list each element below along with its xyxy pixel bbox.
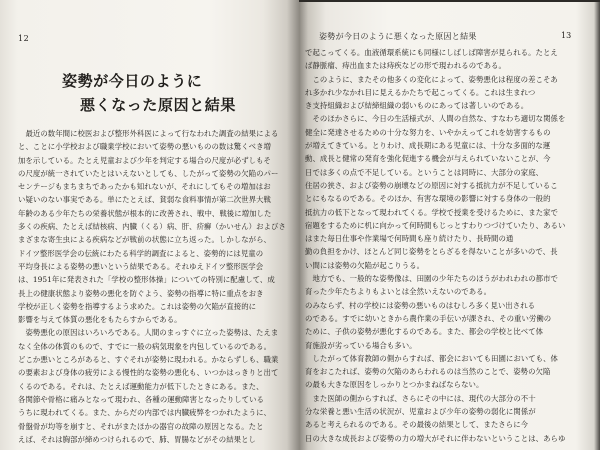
right-body-text [305, 46, 591, 448]
running-header: 姿勢が今日のように悪くなった原因と結果 [319, 32, 477, 41]
text-line: 骨盤骨が均等を崩すと、それがまたほかの器官の故障の原因となる。たと [18, 421, 264, 431]
text-line: 最近の数年間に校医および整形外科医によって行なわれた調査の結果による [18, 129, 279, 138]
text-line: うちに現われてくる。また、からだの内部では内臓疲弊をつかれたように、 [18, 408, 271, 418]
text-line: 加を示している。たとえ児童および少年を判定する場合の尺度が必ずしもそ [18, 155, 271, 165]
text-line: はまた毎日仕事や作業場で何時間も座り続けたり、長時間の通 [305, 234, 514, 244]
text-line: 学校が正しく姿勢を指導するよう求めた。これは姿勢の欠陥が直接的に [18, 301, 257, 311]
text-line: 育施設が劣っている場合も多い。 [305, 340, 417, 350]
text-line: 平均身長による姿勢の悪いという結果である。それゆえドイツ整形医学会 [18, 261, 264, 271]
text-line: 日では多くの点で不足している。ということは同時に、大部分の家庭、 [305, 167, 544, 177]
text-line: とにもなるのである。そのほか、有害な環境の影響に対する身体の一般的 [305, 194, 551, 204]
page-number: 12 [18, 34, 30, 43]
text-line: 各関節や骨格に痛みとなって現われ、各種の運動障害となったりしている [18, 394, 264, 404]
text-line: の尺度が統一されていたとはいえないとしても、したがって姿勢の欠陥のパー [18, 168, 279, 178]
text-line: まざまな寄生虫による疾病などが戦前の状態に立ち返った。しかしながら、 [18, 235, 271, 245]
text-line: なく全体の体質のもので、すでに一般の病気現象を内包しているのである。 [18, 341, 272, 351]
chapter-heading-line-1: 姿勢が今日のように [62, 72, 203, 90]
text-line: また医師の側からすれば、さらにその中には、現代の大部分の不十 [305, 393, 536, 403]
text-line: 健全に発達させるための十分な努力を、いやかえってこれを妨害するもの [305, 127, 551, 137]
text-line: で起こってくる。血液循環系統にも同様にしばしば障害が見られる。たとえ [305, 48, 558, 57]
text-line: したがって体育教師の側からすれば、都会においても田園においても、体 [305, 353, 558, 363]
text-line: 住居の狭さ、および姿勢の崩壊などの原因に対する抵抗力が不足しているこ [305, 180, 558, 190]
text-line: 長上の健康状態より姿勢の悪化を防ぐよう、姿勢の指導に特に重点をおき [18, 288, 264, 298]
text-line: い間には姿勢の欠陥が起こりうる。 [305, 260, 425, 270]
text-line: は、1951年に発表された「学校の整形体操」についての特別に配慮して、成 [18, 275, 275, 285]
text-line: センテージもまちまちであったかも知れないが、それにしてもその増加はお [18, 182, 271, 192]
text-line: このように、またその他多くの変化によって、姿勢悪化は程度の差こそあ [305, 74, 558, 84]
text-line: と、ことに小学校および職業学校において姿勢の悪いものの数は驚くべき増 [18, 142, 271, 152]
text-line: ドイツ整形医学会の伝統にわたる科学的調査によると、姿勢的には児童の [18, 248, 264, 258]
text-line: どこか悪いところがあると、すぐそれが姿勢に現われる。かならずしも、職業 [18, 355, 279, 365]
chapter-heading-line-2: 悪くなった原因と結果 [80, 96, 237, 114]
text-line: 育った少年たちよりもよいとは全然いえないのである。 [305, 287, 492, 297]
right-page [299, 0, 600, 450]
text-line: 育をおこたれば、姿勢の欠陥のあらわれるのは当然のことで、姿勢の欠陥 [305, 367, 551, 377]
text-line: 分な栄養と悪い生活の状況が、児童および少年の姿勢の弱化に関係が [305, 407, 536, 417]
text-line: き支持組織および結締組織の弱いものにあっては著しいのである。 [305, 101, 529, 111]
text-line: ために、子供の姿勢が悪化するのである。また、都会の学校と比べて体 [305, 327, 544, 337]
text-line: 影響を与えて体質の悪化をもたらすからである。 [18, 315, 182, 325]
text-line: 地方でも、一般的な姿勢像は、田園の少年たちのほうがわれわれの都市で [305, 274, 558, 284]
text-line: 姿勢悪化の原因はいろいろである。人間のまっすぐに立った姿勢は、たえま [18, 328, 279, 338]
text-line: の要素および身体の疲労による慢性的な姿勢の悪化も、いつかはっきりと出て [18, 368, 279, 378]
text-line: 抵抗力の低下となって現われてくる。学校で授業を受けるために、また家で [305, 207, 558, 217]
page-number: 13 [561, 31, 572, 40]
text-line: 動、成長と健常の発育を強化促進する機会が与えられていないことが、今 [305, 154, 551, 164]
left-body-text [18, 127, 294, 447]
text-line: 日の大きな成長および姿勢の力の増大がそれに伴わないということは、あらゆ [305, 433, 566, 443]
text-line: ば静脈瘤、痔出血または痔疾などの形で現われるのである。 [305, 61, 506, 71]
text-line: あると考えられるのである。その最後の結果として、またさらに今 [305, 420, 529, 430]
text-line: 勤の負担をかけ、ほとんど同じ姿勢をとらざるを得ないことが多いので、長 [305, 247, 558, 257]
text-line: い疑いのない事実である。単にたとえば、貧弱な食料事情が第二次世界大戦 [18, 195, 271, 205]
text-line: 年齢のある少年たちの栄養状態が根本的に改善され、戦中、戦後に増加した [18, 208, 272, 218]
text-line: のである。すでに幼いときから農作業の手伝いが課され、その重い労働の [305, 313, 552, 323]
text-line: そのほかさらに、今日の生活様式が、人間の自然な、すなわち適切な関係を [305, 114, 566, 124]
text-line: れ多かれ少なかれ目に見えるかたちで起こってくる。これは生まれつ [305, 87, 536, 97]
text-line: 宿題をするために机に向かって何時間もじっとすわりつづけていたり、あるい [305, 220, 566, 230]
text-line: の最も大きな原因をしっかりとつかまねばならない。 [305, 380, 484, 390]
text-line: が増えてきている。とりわけ、成長期にある児童には、十分な多面的な運 [305, 141, 551, 151]
text-line: くるのである。それは、たとえば運動能力が低下したときにある。また、 [18, 381, 264, 391]
text-line: えば、それは胸部が締めつけられるので、肺、胃腸などがその結果とし [18, 434, 256, 444]
text-line: 多くの疾病、たとえば結核病、内臓（くる）病、肝、疥癬（かいせん）およびさ [18, 222, 286, 232]
text-line: のみならず、村の学校には姿勢の悪いものはむしろ多く見い出される [305, 300, 536, 310]
left-page [0, 0, 299, 450]
